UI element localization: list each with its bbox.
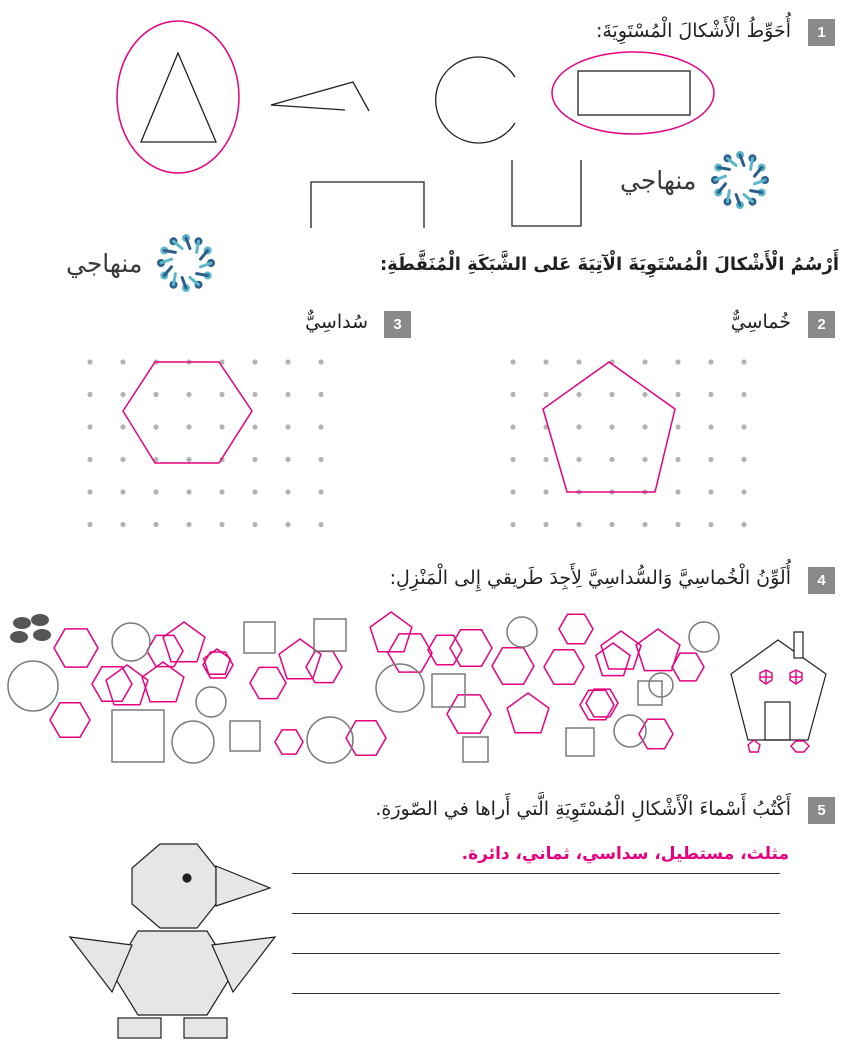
grid-dot (708, 522, 713, 527)
grid-dot (219, 424, 224, 429)
grid-dot (219, 392, 224, 397)
grid-dot (741, 489, 746, 494)
logo-text: منهاجي (66, 248, 143, 278)
grid-dot (153, 489, 158, 494)
grid-dot (510, 457, 515, 462)
hexagon-shape (559, 614, 593, 643)
grid-dot (186, 489, 191, 494)
grid-dot (510, 424, 515, 429)
square-shape (244, 622, 275, 653)
question-5-text: أَكْتُبُ أَسْماءَ الْأَشْكالِ الْمُسْتَوِيَةِ الَّتي أَراها في الصّورَةِ. (375, 798, 791, 820)
grid-dot (741, 522, 746, 527)
grid-dot (543, 392, 548, 397)
path-shapes (8, 612, 719, 763)
grid-dot (87, 359, 92, 364)
grid-dot (120, 522, 125, 527)
grid-dot (708, 457, 713, 462)
grid-dot (120, 489, 125, 494)
grid-dot (285, 522, 290, 527)
grid-dot (609, 424, 614, 429)
logo-text: منهاجي (620, 165, 697, 195)
pentagon-shape (636, 629, 680, 671)
grid-dot (186, 424, 191, 429)
grid-dot (318, 359, 323, 364)
house-icon (731, 632, 826, 752)
grid-dot (543, 489, 548, 494)
circle-shape (112, 623, 150, 661)
grid-dot (186, 457, 191, 462)
grid-dot (675, 522, 680, 527)
grid-dot (510, 359, 515, 364)
grid-dot (87, 522, 92, 527)
question-3-number: 3 (393, 316, 402, 333)
square-shape (314, 619, 346, 651)
grid-dot (120, 457, 125, 462)
grid-dot (510, 392, 515, 397)
grid-dot (741, 424, 746, 429)
grid-dot (153, 522, 158, 527)
grid-dot (543, 359, 548, 364)
grid-dot (576, 457, 581, 462)
grid-dot (318, 424, 323, 429)
grid-dot (153, 424, 158, 429)
pentagon-shape (507, 693, 549, 733)
dot-grid-hexagon (87, 359, 323, 527)
grid-dot (120, 424, 125, 429)
grid-dot (708, 424, 713, 429)
grid-dot (675, 424, 680, 429)
pentagon-shape (106, 665, 148, 705)
circle-shape (649, 673, 673, 697)
square-shape (230, 721, 260, 751)
square-shape (566, 728, 594, 756)
circle-shape (689, 622, 719, 652)
grid-dot (87, 392, 92, 397)
question-5-number: 5 (817, 802, 826, 819)
hexagon-shape (250, 667, 286, 698)
grid-dot (642, 359, 647, 364)
grid-dot (285, 457, 290, 462)
grid-dot (675, 489, 680, 494)
circle-shape (172, 721, 214, 763)
question-2-number: 2 (817, 316, 826, 333)
question-5-answer: مثلث، مستطيل، سداسي، ثماني، دائرة. (461, 844, 789, 864)
open-arc-shape (436, 57, 515, 143)
grid-dot (675, 392, 680, 397)
open-rectangle-shape (311, 182, 424, 228)
question-1-number: 1 (817, 24, 826, 41)
q1-answer-circles (117, 21, 714, 173)
grid-dot (252, 424, 257, 429)
grid-dot (318, 522, 323, 527)
rectangle-shape (578, 71, 690, 115)
hexagon-shape (672, 653, 704, 681)
pentagon-shape (142, 662, 184, 702)
hexagon-shape (306, 651, 342, 682)
grid-dot (318, 392, 323, 397)
grid-dot (285, 489, 290, 494)
pentagon-shape (370, 612, 412, 652)
hexagon-shape (544, 650, 584, 685)
dot-grid-pentagon (510, 359, 746, 527)
circle-shape (8, 661, 58, 711)
grid-dot (576, 392, 581, 397)
grid-dot (609, 457, 614, 462)
question-3-text: سُداسِيٌّ (305, 311, 368, 333)
grid-dot (642, 457, 647, 462)
circle-shape (376, 664, 424, 712)
answer-circle (117, 21, 239, 173)
question-2-text: خُماسِيٌّ (730, 311, 791, 333)
grid-dot (252, 522, 257, 527)
grid-dot (186, 522, 191, 527)
pentagon-shape (163, 622, 205, 662)
grid-dot (219, 522, 224, 527)
grid-dot (285, 392, 290, 397)
section-title: أَرْسُمُ الْأَشْكالَ الْمُسْتَوِيَةَ الْآتِيَةَ عَلى الشَّبَكَةِ الْمُنَقَّطَةِ: (379, 254, 839, 275)
hexagon-shape (346, 721, 386, 756)
bird-eye (183, 874, 191, 882)
grid-dot (120, 359, 125, 364)
bird-head-octagon (132, 844, 216, 928)
grid-dot (87, 424, 92, 429)
grid-dot (708, 392, 713, 397)
open-angle-shape (271, 82, 369, 111)
pentagon-shape (601, 631, 641, 669)
question-4-number: 4 (817, 572, 826, 589)
hexagon-shape (447, 695, 491, 733)
grid-dot (576, 424, 581, 429)
square-shape (463, 737, 488, 762)
grid-dot (252, 457, 257, 462)
grid-dot (741, 359, 746, 364)
grid-dot (285, 424, 290, 429)
grid-dot (543, 457, 548, 462)
grid-dot (318, 457, 323, 462)
grid-dot (642, 522, 647, 527)
grid-dot (186, 392, 191, 397)
drawn-hexagon (123, 362, 252, 463)
grid-dot (609, 392, 614, 397)
hexagon-shape (580, 690, 614, 719)
grid-dot (87, 457, 92, 462)
bird-right-foot (184, 1018, 227, 1038)
hexagon-shape (50, 703, 90, 738)
bird-body-hexagon (112, 931, 233, 1015)
square-shape (432, 674, 465, 707)
question-1-text: أُحَوِّطُ الْأَشْكالَ الْمُسْتَوِيَةَ: (595, 20, 791, 42)
bird-beak-triangle (216, 866, 270, 906)
q1-shapes (141, 53, 690, 228)
grid-dot (252, 392, 257, 397)
grid-dot (510, 489, 515, 494)
grid-dot (252, 359, 257, 364)
grid-dot (741, 457, 746, 462)
grid-dot (318, 489, 323, 494)
grid-dot (675, 457, 680, 462)
triangle-shape (141, 53, 216, 142)
circle-shape (507, 617, 537, 647)
grid-dot (285, 359, 290, 364)
grid-dot (675, 359, 680, 364)
grid-dot (153, 392, 158, 397)
grid-dot (252, 489, 257, 494)
grid-dot (87, 489, 92, 494)
hexagon-shape (275, 730, 303, 754)
grid-dot (576, 522, 581, 527)
bird-left-foot (118, 1018, 161, 1038)
grid-dot (642, 392, 647, 397)
question-4-text: أُلَوِّنُ الْخُماسِيَّ وَالسُّداسِيَّ لِأَجِدَ طَريقي إِلى الْمَنْزِلِ: (389, 567, 791, 589)
circle-shape (196, 687, 226, 717)
grid-dot (741, 392, 746, 397)
square-shape (112, 710, 164, 762)
grid-dot (609, 522, 614, 527)
circle-shape (307, 717, 353, 763)
open-square-shape (512, 160, 581, 226)
bird-figure (70, 844, 275, 1038)
footprints-icon (10, 614, 51, 643)
drawn-pentagon (543, 362, 675, 492)
grid-dot (510, 522, 515, 527)
hexagon-shape (54, 629, 98, 667)
grid-dot (120, 392, 125, 397)
grid-dot (642, 424, 647, 429)
grid-dot (219, 489, 224, 494)
grid-dot (576, 359, 581, 364)
grid-dot (708, 359, 713, 364)
grid-dot (708, 489, 713, 494)
square-shape (638, 681, 662, 705)
grid-dot (543, 522, 548, 527)
hexagon-shape (492, 648, 534, 684)
